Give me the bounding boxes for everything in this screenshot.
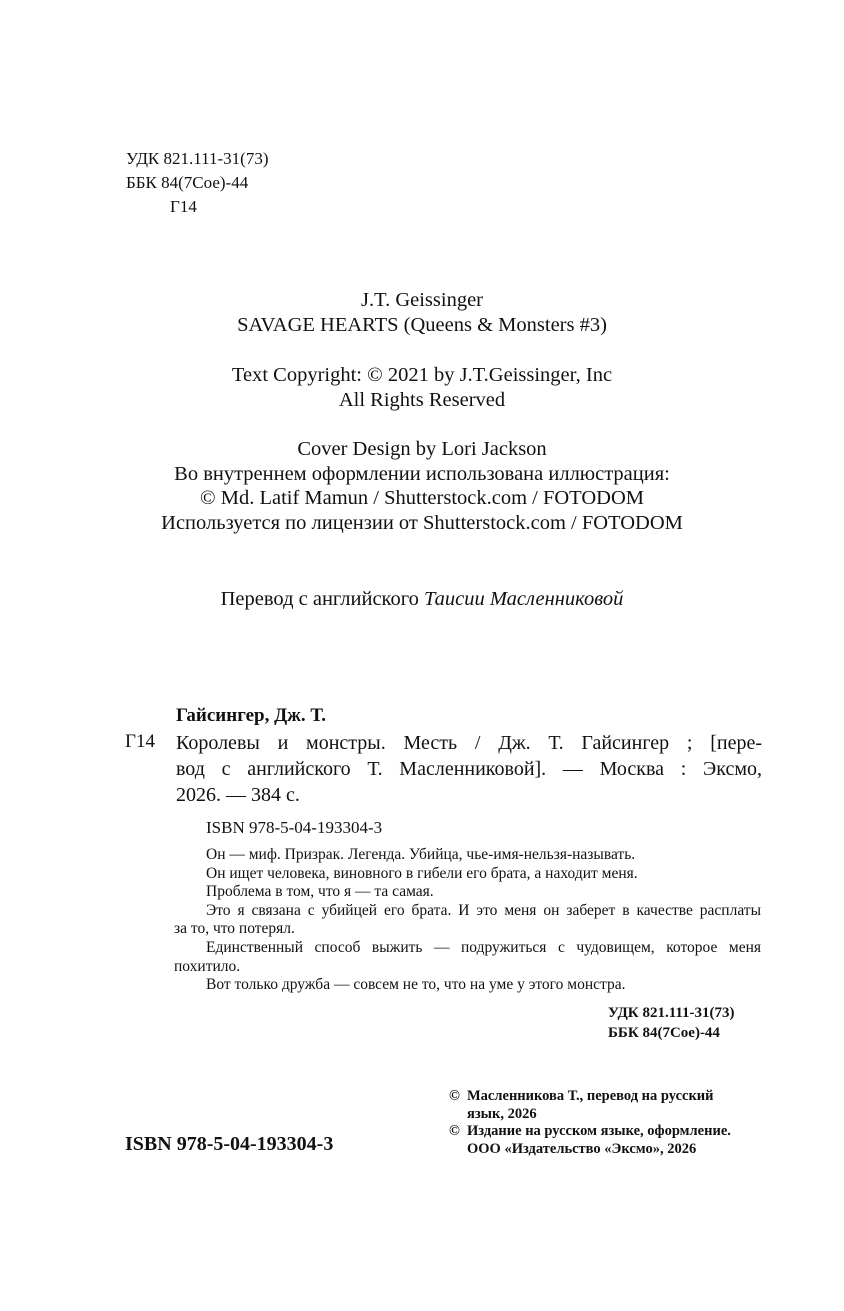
license-note: Используется по лицензии от Shutterstock.com / FOTODOM	[161, 511, 683, 534]
illustration-note: Во внутреннем оформлении использована иллюстрация:	[174, 462, 670, 485]
cover-design: Cover Design by Lori Jackson	[297, 438, 547, 460]
abstract-line: Единственный способ выжить — подружиться с чудовищем, которое меня	[206, 938, 761, 956]
edition-copyright-cont: ООО «Издательство «Эксмо», 2026	[467, 1140, 697, 1157]
translation-credit	[0, 587, 844, 612]
abstract-line: Он ищет человека, виновного в гибели его брата, а находит меня.	[206, 864, 638, 882]
udk-code: УДК 821.111-31(73)	[126, 149, 269, 168]
bbk-code-bold: ББК 84(7Сое)-44	[608, 1025, 720, 1041]
bib-line: вод с английского Т. Масленниковой]. — Москва : Эксмо,	[176, 758, 762, 780]
abstract-line: Это я связана с убийцей его брата. И это меня он заберет в качестве расплаты	[206, 901, 761, 919]
bib-line: Королевы и монстры. Месть / Дж. Т. Гайсингер ; [пере-	[176, 732, 762, 754]
bib-line: 2026. — 384 с.	[176, 784, 300, 806]
copyright-symbol: ©	[449, 1088, 460, 1104]
bib-index-code: Г14	[125, 731, 155, 752]
abstract-line: Вот только дружба — совсем не то, что на уме у этого монстра.	[206, 976, 626, 994]
bibliographic-description	[176, 730, 762, 808]
original-author: J.T. Geissinger	[360, 289, 484, 311]
abstract-line: похитило.	[174, 957, 241, 975]
book-abstract	[176, 846, 761, 995]
design-credits	[0, 437, 844, 535]
translation-prefix: Перевод с английского	[220, 588, 419, 610]
classification-codes	[126, 147, 268, 219]
abstract-line: Проблема в том, что я — та самая.	[206, 883, 434, 901]
copyright-notices	[449, 1088, 731, 1158]
original-edition	[0, 288, 844, 337]
udk-code-bold: УДК 821.111-31(73)	[608, 1005, 735, 1021]
bbk-code: ББК 84(7Сое)-44	[126, 173, 249, 192]
illustration-credit: © Md. Latif Mamun / Shutterstock.com / FOTODOM	[200, 487, 644, 509]
rights-block	[0, 363, 844, 412]
abstract-line: Он — миф. Призрак. Легенда. Убийца, чье-имя-нельзя-называть.	[206, 846, 636, 863]
copyright-symbol: ©	[449, 1123, 460, 1139]
bib-isbn: ISBN 978-5-04-193304-3	[206, 818, 383, 837]
edition-copyright: Издание на русском языке, оформление.	[467, 1123, 731, 1139]
translation-copyright-cont: язык, 2026	[467, 1105, 537, 1122]
original-title: SAVAGE HEARTS (Queens & Monsters #3)	[237, 313, 607, 336]
translator-name: Таисии Масленниковой	[424, 588, 624, 610]
author-mark: Г14	[170, 197, 197, 216]
rights-reserved: All Rights Reserved	[338, 388, 506, 411]
translation-copyright: Масленникова Т., перевод на русский	[467, 1088, 714, 1104]
classification-codes-bold	[608, 1003, 735, 1043]
isbn-main: ISBN 978-5-04-193304-3	[125, 1133, 334, 1155]
bib-author-heading: Гайсингер, Дж. Т.	[176, 705, 326, 726]
abstract-line: за то, что потерял.	[174, 920, 295, 938]
text-copyright: Text Copyright: © 2021 by J.T.Geissinger, Inc	[231, 364, 613, 386]
